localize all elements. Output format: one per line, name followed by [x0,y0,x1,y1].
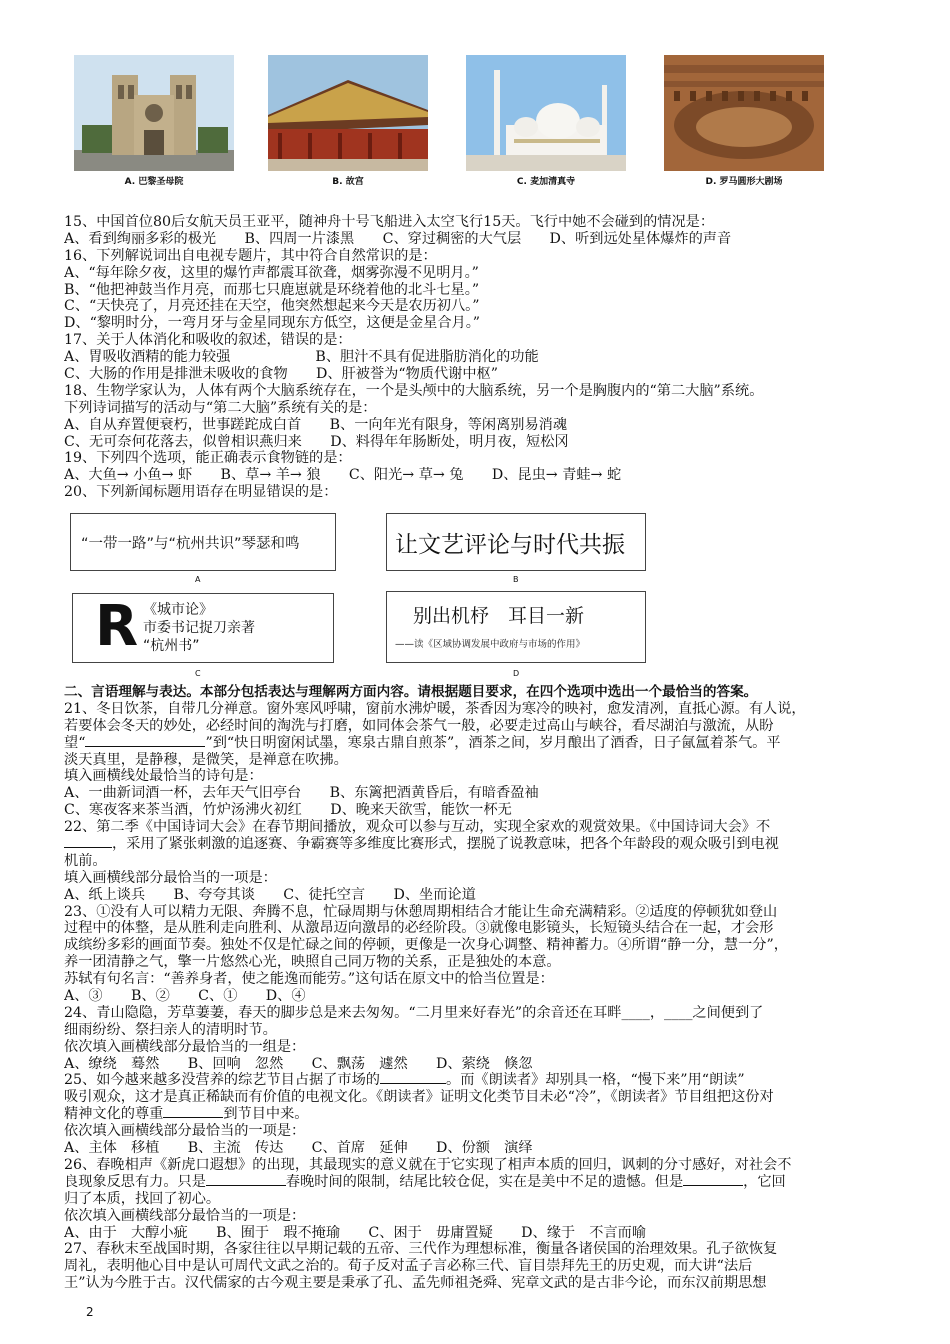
q25-options: A、主体 移植 B、主流 传达 C、首席 延伸 D、份额 演绎 [64,1140,533,1157]
q18-options-cd: C、无可奈何花落去，似曾相识燕归来 D、料得年年肠断处，明月夜，短松冈 [64,433,569,450]
q19-stem: 19、下列四个选项，能正确表示食物链的是： [64,450,352,467]
headline-box-c [72,593,334,663]
photo-caption-b: B. 故宫 [332,177,364,187]
q18-stem-2: 下列诗词描写的活动与“第二大脑”系统有关的是： [64,399,377,416]
notre-dame-image [74,55,234,171]
q25-line2: 吸引观众，这才是真正稀缺而有价值的电视文化。《朗读者》证明文化类节目未必“冷”，《朗读者》节目组把这份对 [64,1089,774,1106]
headline-label-c: C [195,669,201,678]
q25-line1-start: 25、如今越来越多没营养的综艺节目占据了市场的 [64,1072,380,1089]
q23-line2: 过程中的体整，是从胜利走向胜利、从激昂迈向激昂的必经阶段。③就像电影镜头，长短镜头结合在一起，才会形 [64,920,774,937]
q17-stem: 17、关于人体消化和吸收的叙述，错误的是： [64,332,352,349]
q22-line1: 22、第二季《中国诗词大会》在春节期间播放，观众可以参与互动，实现全家欢的观赏效果。《中国诗词大会》不 [64,819,771,836]
q21-line3 [64,735,904,752]
photo-forbidden-city [268,55,428,185]
headline-c-letter: R [95,594,139,659]
q17-options-ab: A、胃吸收酒精的能力较强 B、胆汁不具有促进脂肪消化的功能 [64,349,539,366]
headline-c-line3: “杭州书” [143,638,200,654]
q27-line3: 王”认为今胜于古。汉代儒家的古今观主要是秉承了孔、孟先师祖尧舜、宪章文武的是古非今论，而东汉前期思想 [64,1275,767,1292]
section-2 [64,684,904,1292]
q20-stem: 20、下列新闻标题用语存在明显错误的是： [64,484,338,501]
q26-line2 [64,1174,904,1191]
headline-box-d [386,591,646,663]
photo-colosseum [664,55,824,185]
q21-prompt: 填入画横线处最恰当的诗句是： [64,768,263,785]
photo-caption-c: C. 麦加清真寺 [516,177,576,187]
headline-d-title: 别出机杼 耳目一新 [413,605,585,627]
q18-stem: 18、生物学家认为，人体有两个大脑系统存在，一个是头颅中的大脑系统，另一个是胸腹内的“第二大脑”系统。 [64,382,764,399]
q25-line3 [64,1106,904,1123]
q24-line2: 细雨纷纷、祭扫亲人的清明时节。 [64,1021,277,1038]
q21-line3-start: 望“ [64,734,86,751]
q20-headline-figure [70,513,660,683]
q23-line4: 养一团清静之气，擎一片悠然心光，映照自己同万物的关系，正是独处的本意。 [64,954,561,971]
section-2-heading: 二、言语理解与表达。本部分包括表达与理解两方面内容。请根据题目要求，在四个选项中选出一个最恰当的答案。 [64,684,758,700]
headline-c-line2: 市委书记捉刀亲著 [143,620,255,636]
q17-options-cd: C、大肠的作用是排泄未吸收的食物 D、肝被誉为“物质代谢中枢” [64,366,498,383]
headline-label-a: A [195,575,201,584]
q26-line1: 26、春晚相声《新虎口遐想》的出现，其最现实的意义就在于它实现了相声本质的回归，讽刺的分寸感好，对社会不 [64,1156,792,1173]
q22-line2-text: ，采用了紧张刺激的追逐赛、争霸赛等多维度比赛形式，摆脱了说教意味，把各个年龄段的观众吸引到电视 [112,836,779,853]
photo-notre-dame [74,55,234,185]
q25-blank-2 [163,1117,223,1118]
questions-15-20 [64,214,904,501]
headline-b-text: 让文艺评论与时代共振 [395,532,625,558]
q15-options: A、看到绚丽多彩的极光 B、四周一片漆黑 C、穿过稠密的大气层 D、听到远处星体爆炸的声音 [64,230,732,247]
headline-label-b: B [513,575,519,584]
colosseum-image [664,55,824,171]
q26-options: A、由于 大醇小疵 B、囿于 瑕不掩瑜 C、困于 毋庸置疑 D、缘于 不言而喻 [64,1224,647,1241]
headline-box-b [386,513,646,571]
headline-label-d: D [513,669,520,678]
photo-caption-a: A. 巴黎圣母院 [124,177,184,187]
q22-line3: 机前。 [64,852,107,869]
q15-stem: 15、中国首位80后女航天员王亚平，随神舟十号飞船进入太空飞行15天。飞行中她不会碰到的情况是： [64,214,715,230]
q22-options: A、纸上谈兵 B、夸夸其谈 C、徒托空言 D、坐而论道 [64,886,476,903]
q25-line1-end: 。而《朗读者》却别具一格，“慢下来”用“朗读” [446,1072,745,1089]
q16-stem: 16、下列解说词出自电视专题片，其中符合自然常识的是： [64,247,437,264]
photo-caption-d: D. 罗马圆形大剧场 [705,177,783,187]
q16-option-c: C、“天快亮了，月亮还挂在天空，他突然想起来今天是农历初八。” [64,298,480,315]
q21-options-cd: C、寒夜客来茶当酒，竹炉汤沸火初红 D、晚来天欲雪，能饮一杯无 [64,802,512,819]
q19-options: A、大鱼→ 小鱼→ 虾 B、草→ 羊→ 狼 C、阳光→ 草→ 兔 D、昆虫→ 青蛙→ 蛇 [64,467,622,484]
q16-option-d: D、“黎明时分，一弯月牙与金星同现东方低空，这便是金星合月。” [64,315,481,332]
q26-prompt: 依次填入画横线部分最恰当的一项是： [64,1207,306,1224]
q21-line4: 淡天真里，是静穆，是微笑，是禅意在吹拂。 [64,751,348,768]
q25-line3-start: 精神文化的尊重 [64,1106,164,1123]
q25-prompt: 依次填入画横线部分最恰当的一项是： [64,1123,306,1140]
q25-line1 [64,1072,904,1089]
q26-line2-middle: 春晚时间的限制，结尾比较仓促，实在是美中不足的遗憾。但是 [285,1173,684,1190]
q25-line3-end: 到节目中来。 [223,1106,309,1123]
photo-mosque [466,55,626,185]
q22-prompt: 填入画横线部分最恰当的一项是： [64,869,277,886]
headline-box-a [70,513,336,571]
q22-line2 [64,836,904,853]
q16-option-a: A、“每年除夕夜，这里的爆竹声都震耳欲聋，烟雾弥漫不见明月。” [64,264,479,281]
q24-prompt: 依次填入画横线部分最恰当的一组是： [64,1038,306,1055]
q25-blank-1 [380,1083,446,1084]
page-number: 2 [86,1305,94,1319]
q27-line1: 27、春秋末至战国时期，各家往往以早期记载的五帝、三代作为理想标准，衡量各诸侯国的治理效果。孔子欲恢复 [64,1241,778,1258]
q21-line1: 21、冬日饮茶，自带几分禅意。窗外寒风呼啸，窗前水沸炉暖，茶香因为寒冷的映衬，愈发清冽，直抵心源。有人说， [64,700,806,717]
q24-line1: 24、青山隐隐，芳草萋萋，春天的脚步总是来去匆匆。“二月里来好春光”的余音还在耳畔____，____之间便到了 [64,1004,764,1021]
q27-line2: 周礼，表明他心目中是认可周代文武之治的。荀子反对孟子言必称三代、盲目崇拜先王的历史观，而大讲“法后 [64,1258,753,1275]
q23-line1: 23、①没有人可以精力无限、奔腾不息，忙碌周期与休憩周期相结合才能让生命充满精彩。②适度的停顿犹如登山 [64,903,778,920]
landmark-photo-row [74,55,834,190]
q21-line3-end: ”到“快日明窗闲试墨，寒泉古鼎自煎茶”，酒茶之间，岁月酿出了酒香，日子氤氲着茶气。平 [205,734,781,751]
q26-line2-start: 良现象反思有力。只是 [64,1173,206,1190]
q26-line2-end: ，它回 [743,1173,786,1190]
forbidden-city-image [268,55,428,171]
q26-line3: 归了本质，找回了初心。 [64,1190,221,1207]
q21-line2: 若要体会冬天的妙处，必经时间的淘洗与打磨，如同体会茶气一般，必要走过高山与峡谷，看尽湖泊与激流，从盼 [64,717,774,734]
q26-blank-1 [206,1185,286,1186]
q16-option-b: B、“他把神鼓当作月亮，而那七只鹿崽就是环绕着他的北斗七星。” [64,281,480,298]
q18-options-ab: A、自从弃置便衰朽，世事蹉跎成白首 B、一向年光有限身，等闲离别易消魂 [64,416,568,433]
headline-c-line1: 《城市论》 [143,602,213,618]
q21-options-ab: A、一曲新词酒一杯，去年天气旧亭台 B、东篱把酒黄昏后，有暗香盈袖 [64,785,539,802]
q23-options: A、③ B、② C、① D、④ [64,988,306,1005]
q23-line5: 苏轼有句名言：“善养身者，使之能逸而能劳。”这句话在原文中的恰当位置是： [64,971,554,988]
q21-blank [85,746,205,747]
q24-options: A、缭绕 蓦然 B、回响 忽然 C、飘荡 遽然 D、萦绕 倏忽 [64,1055,533,1072]
q22-blank [64,847,112,848]
mosque-image [466,55,626,171]
q23-line3: 成缤纷多彩的画面节奏。独处不仅是忙碌之间的停顿，更像是一次身心调整、精神蓄力。④所谓“静一分，慧一分”， [64,937,788,954]
headline-a-text: “一带一路”与“杭州共识”琴瑟和鸣 [81,536,300,552]
q26-blank-2 [683,1185,743,1186]
headline-d-subtitle: ——读《区域协调发展中政府与市场的作用》 [395,639,586,650]
